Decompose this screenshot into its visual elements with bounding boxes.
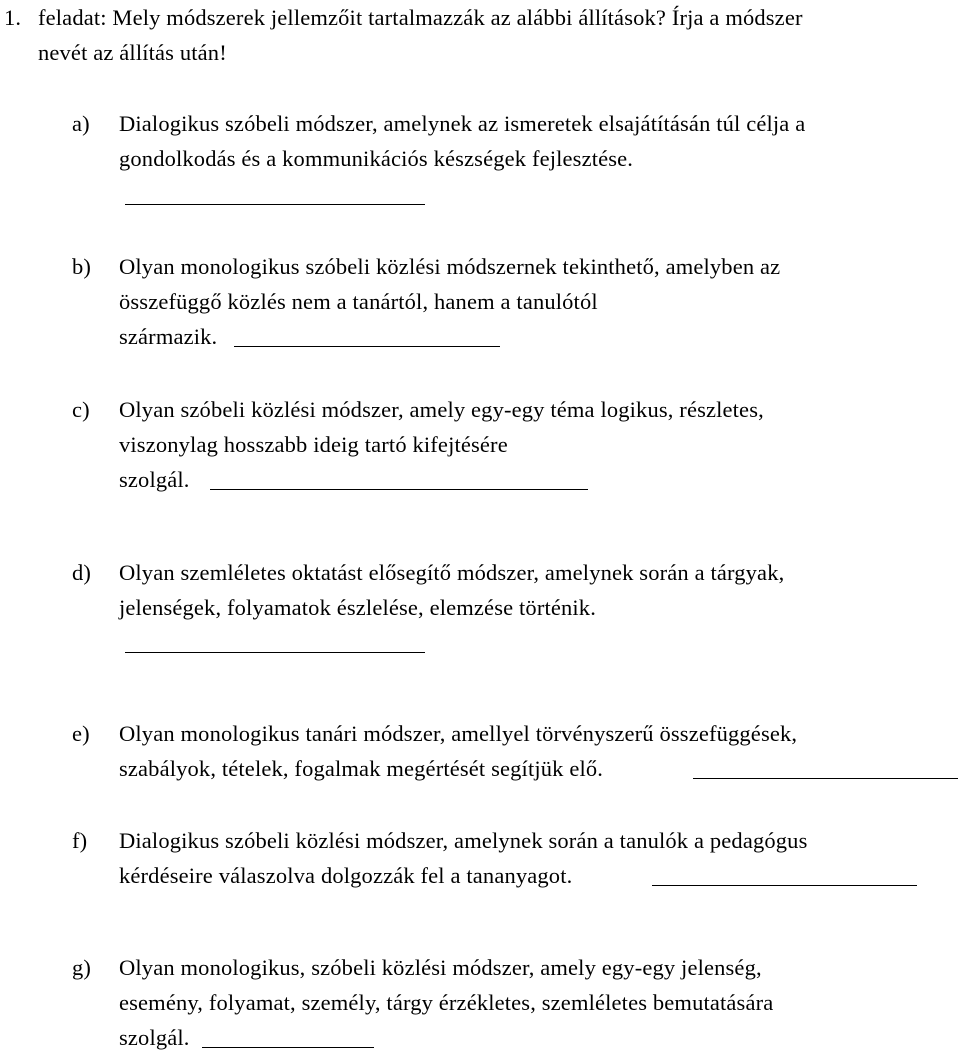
item-marker: f): [72, 828, 88, 853]
task-question-line-1: feladat: Mely módszerek jellemzőit tartalmazzák az alábbi állítások? Írja a módszer: [38, 5, 803, 30]
item-marker: c): [72, 397, 90, 422]
item-marker: d): [72, 560, 92, 585]
item-text-line: összefüggő közlés nem a tanártól, hanem a tanulótól: [119, 289, 598, 314]
answer-blank[interactable]: [202, 1047, 374, 1048]
item-text-line: viszonylag hosszabb ideig tartó kifejtésére: [119, 432, 508, 457]
item-text-line: szolgál.: [119, 467, 190, 492]
item-text-line: kérdéseire válaszolva dolgozzák fel a tananyagot.: [119, 863, 573, 888]
item-marker: b): [72, 254, 92, 279]
answer-blank[interactable]: [125, 204, 425, 205]
item-text-line: Olyan monologikus tanári módszer, amellyel törvényszerű összefüggések,: [119, 721, 798, 746]
item-text-line: szabályok, tételek, fogalmak megértését segítjük elő.: [119, 756, 604, 781]
item-text-line: Olyan szemléletes oktatást elősegítő módszer, amelynek során a tárgyak,: [119, 560, 785, 585]
item-text-line: jelenségek, folyamatok észlelése, elemzése történik.: [119, 595, 596, 620]
item-text-line: Dialogikus szóbeli módszer, amelynek az ismeretek elsajátításán túl célja a: [119, 111, 806, 136]
item-text-line: szolgál.: [119, 1025, 190, 1050]
answer-blank[interactable]: [234, 346, 500, 347]
task-number: 1.: [4, 5, 22, 30]
item-marker: g): [72, 955, 92, 980]
item-marker: a): [72, 111, 90, 136]
item-text-line: gondolkodás és a kommunikációs készségek fejlesztése.: [119, 146, 634, 171]
item-marker: e): [72, 721, 90, 746]
answer-blank[interactable]: [210, 489, 588, 490]
task-question-line-2: nevét az állítás után!: [38, 40, 227, 65]
item-text-line: esemény, folyamat, személy, tárgy érzékletes, szemléletes bemutatására: [119, 990, 774, 1015]
item-text-line: Dialogikus szóbeli közlési módszer, amelynek során a tanulók a pedagógus: [119, 828, 808, 853]
item-text-line: Olyan monologikus, szóbeli közlési módszer, amely egy-egy jelenség,: [119, 955, 762, 980]
answer-blank[interactable]: [652, 885, 917, 886]
answer-blank[interactable]: [693, 778, 958, 779]
item-text-line: származik.: [119, 324, 218, 349]
item-text-line: Olyan monologikus szóbeli közlési módszernek tekinthető, amelyben az: [119, 254, 781, 279]
item-text-line: Olyan szóbeli közlési módszer, amely egy-egy téma logikus, részletes,: [119, 397, 764, 422]
answer-blank[interactable]: [125, 652, 425, 653]
